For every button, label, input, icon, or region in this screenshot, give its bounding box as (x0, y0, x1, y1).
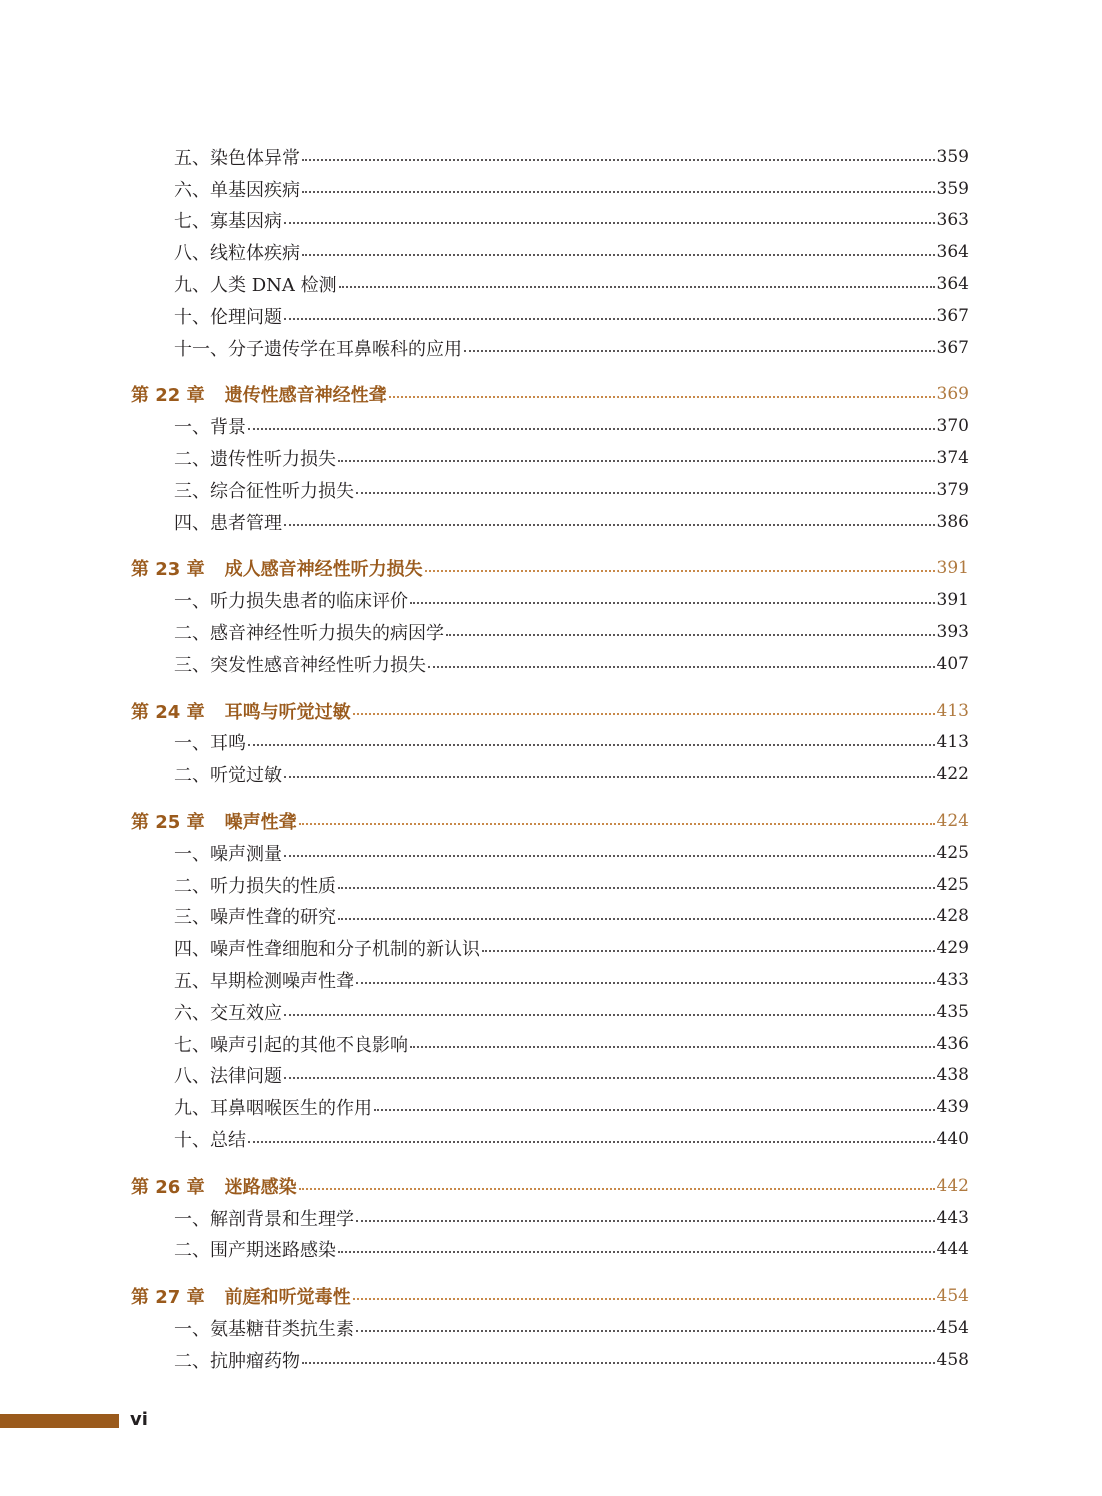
section-title: 一、解剖背景和生理学 (174, 1208, 354, 1230)
page-reference: 391 (936, 558, 969, 579)
page-reference: 369 (936, 384, 969, 405)
section-title: 三、综合征性听力损失 (174, 480, 354, 502)
section-title: 五、早期检测噪声性聋 (174, 971, 354, 993)
page-reference: 413 (936, 732, 969, 753)
toc-chapter-entry[interactable] (0, 553, 1102, 585)
dot-leader (284, 776, 935, 778)
page-reference: 436 (936, 1033, 969, 1054)
chapter-heading (131, 808, 297, 834)
section-title: 二、抗肿瘤药物 (174, 1350, 300, 1372)
section-title: 八、线粒体疾病 (174, 243, 300, 265)
toc-section-entry[interactable] (0, 758, 1102, 790)
dot-leader (428, 666, 935, 668)
chapter-title: 成人感音神经性听力损失 (224, 559, 423, 581)
toc-section-entry[interactable] (0, 837, 1102, 869)
toc-section-entry[interactable] (0, 1312, 1102, 1344)
toc-chapter-entry[interactable] (0, 1280, 1102, 1312)
dot-leader (356, 1220, 935, 1222)
footer-accent-bar (0, 1414, 119, 1428)
dot-leader (374, 1109, 935, 1111)
toc-section-entry[interactable] (0, 932, 1102, 964)
dot-leader (302, 159, 935, 161)
section-title: 五、染色体异常 (174, 147, 300, 169)
page-reference: 429 (936, 938, 969, 959)
page-reference: 367 (936, 305, 969, 326)
section-title: 一、氨基糖苷类抗生素 (174, 1318, 354, 1340)
toc-section-entry[interactable] (0, 964, 1102, 996)
toc-section-entry[interactable] (0, 410, 1102, 442)
section-title: 六、交互效应 (174, 1002, 282, 1024)
chapter-number: 第 24 章 (131, 701, 205, 723)
chapter-number: 第 27 章 (131, 1287, 205, 1309)
page-reference: 391 (936, 590, 969, 611)
page-reference: 443 (936, 1207, 969, 1228)
page-reference: 379 (936, 479, 969, 500)
page-reference: 458 (936, 1349, 969, 1370)
dot-leader (284, 318, 935, 320)
chapter-heading (131, 698, 351, 724)
chapter-title: 耳鸣与听觉过敏 (224, 701, 351, 723)
page-reference: 444 (936, 1239, 969, 1260)
dot-leader (338, 918, 935, 920)
dot-leader (356, 1330, 935, 1332)
section-title: 一、背景 (174, 417, 246, 439)
section-title: 四、患者管理 (174, 512, 282, 534)
section-title: 一、听力损失患者的临床评价 (174, 591, 408, 613)
chapter-number: 第 22 章 (131, 385, 205, 407)
dot-leader (302, 191, 935, 193)
toc-section-entry[interactable] (0, 141, 1102, 173)
page-reference: 393 (936, 622, 969, 643)
toc-section-entry[interactable] (0, 727, 1102, 759)
toc-section-entry[interactable] (0, 648, 1102, 680)
dot-leader (410, 1046, 935, 1048)
page-reference: 425 (936, 874, 969, 895)
dot-leader (284, 1077, 935, 1079)
chapter-title: 噪声性聋 (224, 812, 297, 834)
dot-leader (248, 1141, 935, 1143)
section-title: 二、感音神经性听力损失的病因学 (174, 623, 444, 645)
section-title: 一、耳鸣 (174, 733, 246, 755)
section-title: 三、突发性感音神经性听力损失 (174, 654, 426, 676)
chapter-title: 迷路感染 (224, 1176, 297, 1198)
section-title: 四、噪声性聋细胞和分子机制的新认识 (174, 939, 480, 961)
toc-section-entry[interactable] (0, 474, 1102, 506)
chapter-number: 第 25 章 (131, 812, 205, 834)
section-title: 十、总结 (174, 1130, 246, 1151)
section-title: 一、噪声测量 (174, 843, 282, 865)
section-title: 十、伦理问题 (174, 306, 282, 328)
dot-leader (302, 1362, 935, 1364)
section-title: 二、围产期迷路感染 (174, 1240, 336, 1262)
page-reference: 438 (936, 1065, 969, 1086)
toc-section-entry[interactable] (0, 442, 1102, 474)
chapter-number: 第 26 章 (131, 1176, 205, 1198)
chapter-heading (131, 555, 423, 581)
toc-section-entry[interactable] (0, 869, 1102, 901)
page-reference: 442 (936, 1175, 969, 1196)
section-title: 八、法律问题 (174, 1066, 282, 1088)
dot-leader (446, 634, 935, 636)
chapter-heading (131, 1283, 351, 1309)
dot-leader (425, 570, 935, 572)
chapter-heading (131, 1173, 297, 1199)
toc-section-entry[interactable] (0, 996, 1102, 1028)
section-title: 七、寡基因病 (174, 211, 282, 233)
toc-section-entry[interactable] (0, 1091, 1102, 1123)
dot-leader (302, 254, 935, 256)
page-reference: 359 (936, 178, 969, 199)
dot-leader (339, 286, 935, 288)
toc-chapter-entry[interactable] (0, 1170, 1102, 1202)
dot-leader (299, 1188, 935, 1190)
toc-section-entry[interactable] (0, 236, 1102, 268)
toc-section-entry[interactable] (0, 1060, 1102, 1092)
section-title: 二、听觉过敏 (174, 765, 282, 787)
page-reference: 363 (936, 210, 969, 231)
section-title: 二、遗传性听力损失 (174, 449, 336, 471)
toc-chapter-entry[interactable] (0, 379, 1102, 411)
toc-section-entry[interactable] (0, 1123, 1102, 1155)
page-reference: 359 (936, 146, 969, 167)
section-title: 十一、分子遗传学在耳鼻喉科的应用 (174, 338, 462, 360)
toc-section-entry[interactable] (0, 205, 1102, 237)
dot-leader (353, 1298, 935, 1300)
toc-section-entry[interactable] (0, 506, 1102, 538)
section-title: 七、噪声引起的其他不良影响 (174, 1034, 408, 1056)
page-reference: 370 (936, 416, 969, 437)
page-reference: 428 (936, 906, 969, 927)
toc-section-entry[interactable] (0, 901, 1102, 933)
page-reference: 435 (936, 1001, 969, 1022)
dot-leader (248, 428, 935, 430)
page-reference: 440 (936, 1129, 969, 1149)
page-reference: 454 (936, 1317, 969, 1338)
dot-leader (284, 524, 935, 526)
dot-leader (410, 602, 935, 604)
dot-leader (338, 460, 935, 462)
toc-section-entry[interactable] (0, 300, 1102, 332)
toc-section-entry[interactable] (0, 173, 1102, 205)
toc-section-entry[interactable] (0, 268, 1102, 300)
chapter-heading (131, 381, 387, 407)
toc-section-entry[interactable] (0, 584, 1102, 616)
dot-leader (284, 855, 935, 857)
dot-leader (353, 713, 935, 715)
section-title: 六、单基因疾病 (174, 179, 300, 201)
section-title: 九、耳鼻咽喉医生的作用 (174, 1098, 372, 1120)
page-reference: 454 (936, 1286, 969, 1307)
dot-leader (338, 1251, 935, 1253)
dot-leader (338, 887, 935, 889)
toc-chapter-entry[interactable] (0, 695, 1102, 727)
page-reference: 425 (936, 842, 969, 863)
page-reference: 424 (936, 811, 969, 832)
toc-chapter-entry[interactable] (0, 805, 1102, 837)
dot-leader (284, 1014, 935, 1016)
toc-section-entry[interactable] (0, 616, 1102, 648)
dot-leader (248, 744, 935, 746)
section-title: 九、人类 DNA 检测 (174, 275, 337, 297)
toc-section-entry[interactable] (0, 1028, 1102, 1060)
page-reference: 364 (936, 274, 969, 295)
page-reference: 439 (936, 1097, 969, 1118)
section-title: 二、听力损失的性质 (174, 875, 336, 897)
page-reference: 364 (936, 242, 969, 263)
chapter-number: 第 23 章 (131, 559, 205, 581)
page-reference: 386 (936, 511, 969, 532)
chapter-title: 遗传性感音神经性聋 (224, 385, 387, 407)
page-reference: 367 (936, 337, 969, 358)
section-title: 三、噪声性聋的研究 (174, 907, 336, 929)
toc-section-entry[interactable] (0, 1234, 1102, 1266)
dot-leader (482, 950, 935, 952)
dot-leader (389, 396, 935, 398)
page-number: vi (130, 1409, 148, 1430)
toc-section-entry[interactable] (0, 1344, 1102, 1376)
dot-leader (464, 350, 935, 352)
page-reference: 407 (936, 653, 969, 674)
table-of-contents (0, 141, 1102, 1376)
dot-leader (299, 823, 935, 825)
page-reference: 433 (936, 970, 969, 991)
dot-leader (356, 982, 935, 984)
chapter-title: 前庭和听觉毒性 (224, 1287, 351, 1309)
dot-leader (356, 492, 935, 494)
dot-leader (284, 222, 935, 224)
page-reference: 413 (936, 700, 969, 721)
toc-section-entry[interactable] (0, 1202, 1102, 1234)
page-reference: 422 (936, 764, 969, 785)
toc-section-entry[interactable] (0, 332, 1102, 364)
page-reference: 374 (936, 448, 969, 469)
